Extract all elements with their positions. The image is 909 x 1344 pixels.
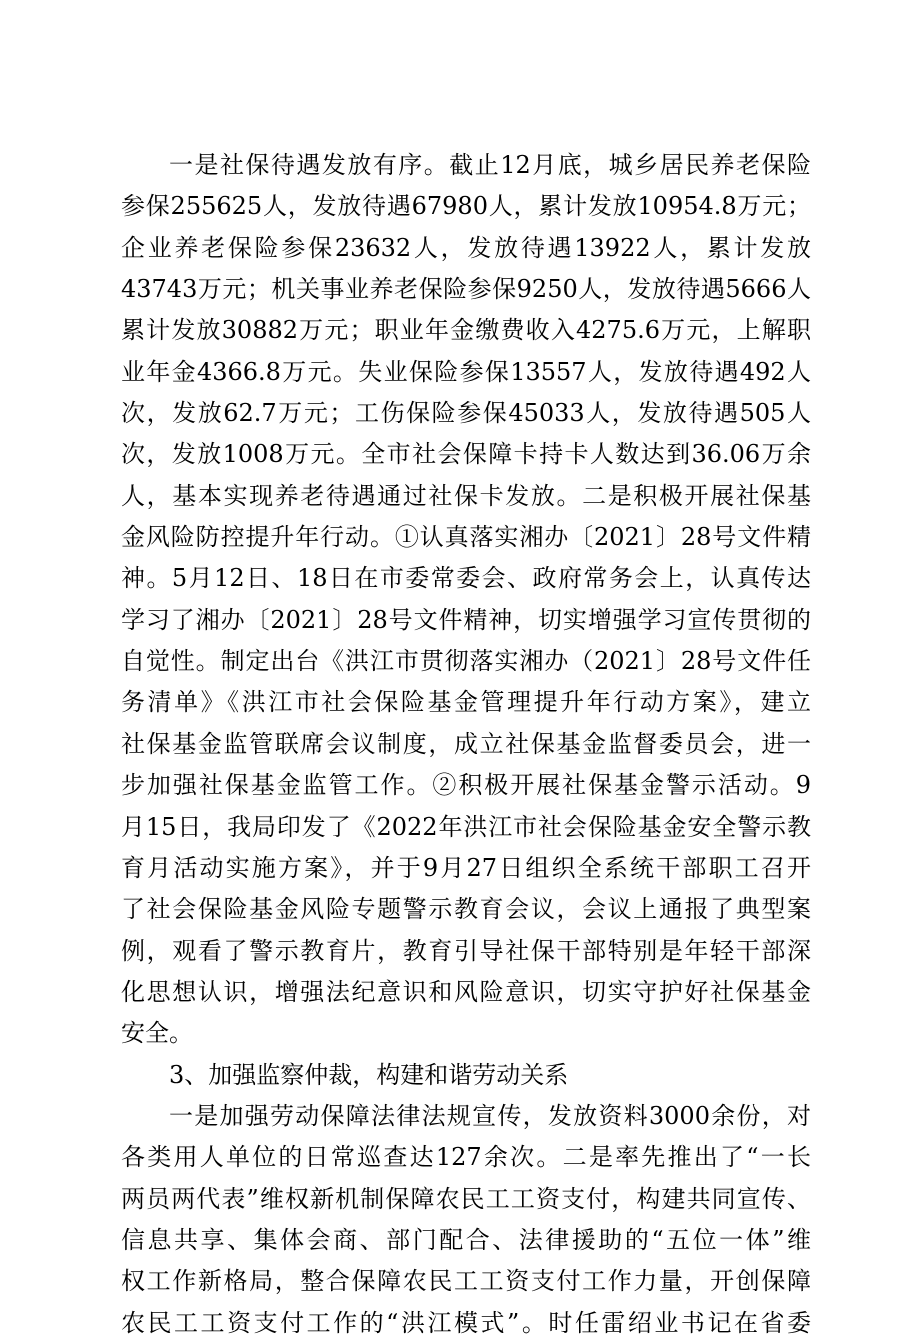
paragraph-line: 化思想认识，增强法纪意识和风险意识，切实守护好社保基金 xyxy=(121,977,811,1006)
section-heading: 3、加强监察仲裁，构建和谐劳动关系 xyxy=(169,1060,569,1089)
paragraph-line: 信息共享、集体会商、部门配合、法律援助的“五位一体”维 xyxy=(121,1225,811,1254)
paragraph-line: 安全。 xyxy=(121,1019,193,1048)
paragraph-line: 两员两代表”维权新机制保障农民工工资支付，构建共同宣传、 xyxy=(121,1184,811,1213)
paragraph-line: 业年金4366.8万元。失业保险参保13557人，发放待遇492人 xyxy=(121,357,811,386)
paragraph-line: 社保基金监管联席会议制度，成立社保基金监督委员会，进一 xyxy=(121,729,811,758)
paragraph-line: 权工作新格局，整合保障农民工工资支付工作力量，开创保障 xyxy=(121,1267,811,1296)
paragraph-line: 累计发放30882万元；职业年金缴费收入4275.6万元，上解职 xyxy=(121,316,811,345)
paragraph-line: 农民工工资支付工作的“洪江模式”。时任雷绍业书记在省委 xyxy=(121,1308,811,1337)
paragraph-line: 学习了湘办〔2021〕28号文件精神，切实增强学习宣传贯彻的 xyxy=(121,605,811,634)
paragraph-line: 金风险防控提升年行动。①认真落实湘办〔2021〕28号文件精 xyxy=(121,523,811,552)
paragraph-line: 企业养老保险参保23632人，发放待遇13922人，累计发放 xyxy=(121,233,811,262)
paragraph-line: 一是加强劳动保障法律法规宣传，发放资料3000余份，对 xyxy=(169,1101,811,1130)
paragraph-line: 育月活动实施方案》，并于9月27日组织全系统干部职工召开 xyxy=(121,853,811,882)
paragraph-line: 了社会保险基金风险专题警示教育会议，会议上通报了典型案 xyxy=(121,895,811,924)
paragraph-line: 43743万元；机关事业养老保险参保9250人，发放待遇5666人 xyxy=(121,275,811,304)
paragraph-line: 步加强社保基金监管工作。②积极开展社保基金警示活动。9 xyxy=(121,771,811,800)
paragraph-line: 参保255625人，发放待遇67980人，累计发放10954.8万元； xyxy=(121,192,811,221)
paragraph-line: 次，发放1008万元。全市社会保障卡持卡人数达到36.06万余 xyxy=(121,440,811,469)
paragraph-line: 次，发放62.7万元；工伤保险参保45033人，发放待遇505人 xyxy=(121,399,811,428)
paragraph-line: 务清单》《洪江市社会保险基金管理提升年行动方案》，建立 xyxy=(121,688,811,717)
paragraph-line: 神。5月12日、18日在市委常委会、政府常务会上，认真传达 xyxy=(121,564,811,593)
paragraph-line: 自觉性。制定出台《洪江市贯彻落实湘办（2021〕28号文件任 xyxy=(121,647,811,676)
document-body xyxy=(121,145,811,1344)
paragraph-line: 一是社保待遇发放有序。截止12月底，城乡居民养老保险 xyxy=(169,151,811,179)
paragraph-line: 各类用人单位的日常巡查达127余次。二是率先推出了“一长 xyxy=(121,1143,811,1172)
paragraph-line: 月15日，我局印发了《2022年洪江市社会保险基金安全警示教 xyxy=(121,812,811,841)
paragraph-line: 例，观看了警示教育片，教育引导社保干部特别是年轻干部深 xyxy=(121,936,811,965)
paragraph-line: 人，基本实现养老待遇通过社保卡发放。二是积极开展社保基 xyxy=(121,481,811,510)
